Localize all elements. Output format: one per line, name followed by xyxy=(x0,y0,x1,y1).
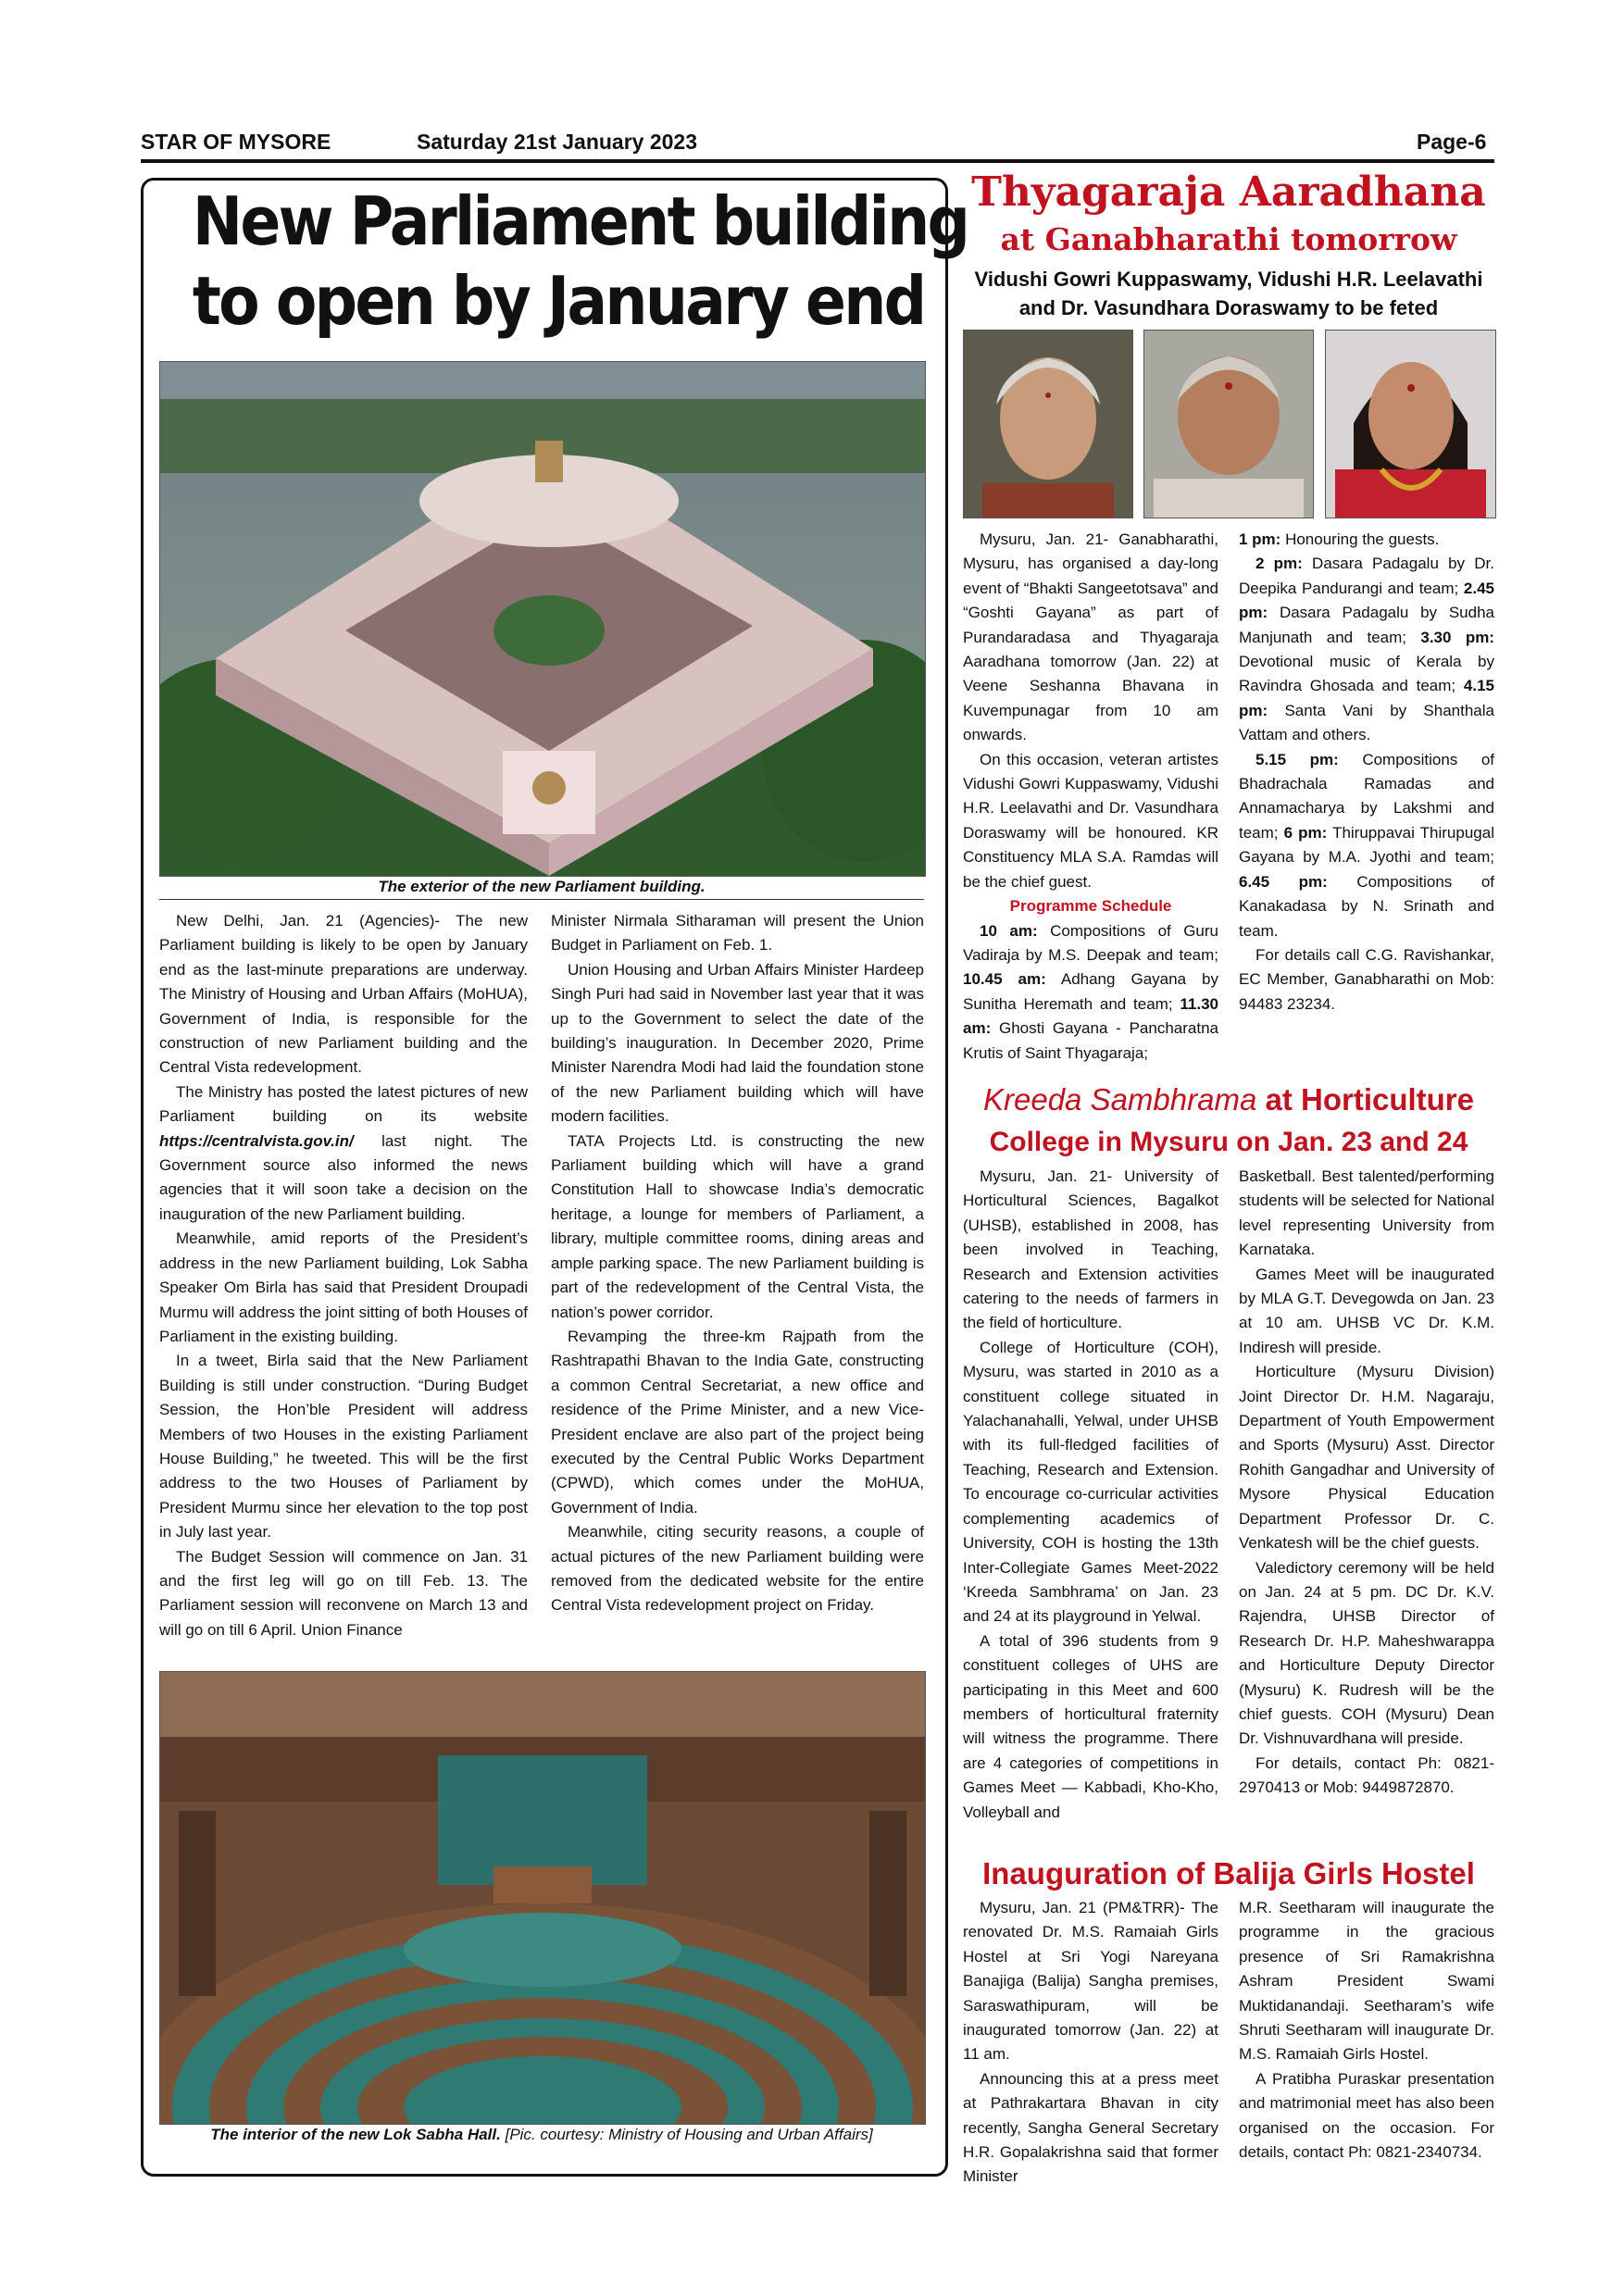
kreeda-paragraph: A total of 396 students from 9 constituent colleges of UHS are participating in this Meet and 600 members of horticultural fraternity will witness the programme. There are 4 categories of competitions in Games Meet — Kabbadi, Kho-Kho, Volleyball and xyxy=(963,1631,1218,1821)
balija-title: Inauguration of Balija Girls Hostel xyxy=(982,1856,1475,1890)
programme-schedule-heading: Programme Schedule xyxy=(1009,897,1172,916)
kreeda-paragraph: Mysuru, Jan. 21- University of Horticultural Sciences, Bagalkot (UHSB), established in 2008, has been involved in Teaching, Research and Extension activities catering to the needs of farmers in the field of horticulture. xyxy=(963,1167,1218,1332)
thyagaraja-subtitle-line2: and Dr. Vasundhara Doraswamy to be feted xyxy=(1018,296,1439,319)
lok-sabha-interior-caption xyxy=(159,2126,924,2144)
balija-paragraph: Announcing this at a press meet at Pathrakartara Bhavan in city recently, Sangha General Secretary H.R. Gopalakrishna said that former Minister xyxy=(963,2069,1218,2186)
parliament-paragraph: New Delhi, Jan. 21 (Agencies)- The new Parliament building is likely to be open by January end as the last-minute preparations are underway. The Ministry of Housing and Urban Affairs (MoHUA), Government of India, is responsible for the construction of new Parliament building and the Central Vista redevelopment. xyxy=(159,912,528,1077)
kreeda-title xyxy=(963,1079,1494,1120)
kreeda-title-rest: at Horticulture xyxy=(1265,1082,1475,1117)
thyagaraja-title-line2: at Ganabharathi tomorrow xyxy=(1000,221,1457,257)
parliament-paragraph: In a tweet, Birla said that the New Parliament Building is still under construction. “During Budget Session, the Hon’ble President will address Members of two Houses in the existing Parliament House Building,” he tweeted. This will be the first address to the two Houses of Parliament by President Murmu since her elevation to the top post in July last year. xyxy=(159,1352,528,1541)
parliament-paragraph: Minister Nirmala Sitharaman will present the Union Budget in Parliament on Feb. 1. xyxy=(551,912,924,955)
masthead-paper-name: STAR OF MYSORE xyxy=(141,130,331,154)
kreeda-text-column-1 xyxy=(963,1165,1218,1825)
portrait-vasundhara-doraswamy xyxy=(1325,330,1496,518)
thyagaraja-subtitle-line1: Vidushi Gowri Kuppaswamy, Vidushi H.R. Leelavathi xyxy=(974,268,1483,291)
lok-sabha-caption-main: The interior of the new Lok Sabha Hall. xyxy=(210,2126,501,2143)
masthead-date: Saturday 21st January 2023 xyxy=(417,130,698,154)
portrait-gowri-kuppaswamy xyxy=(963,330,1133,518)
thyagaraja-text-column-2 xyxy=(1239,528,1494,1017)
caption-divider xyxy=(159,899,924,900)
kreeda-paragraph: Valedictory ceremony will be held on Jan. 24 at 5 pm. DC Dr. K.V. Rajendra, UHSB Director of Research Dr. H.P. Maheshwarappa and Horticulture Deputy Director (Mysuru) K. Rudresh will be the chief guests. COH (Mysuru) Dean Dr. Vishnuvardhana will preside. xyxy=(1239,1558,1494,1748)
lok-sabha-interior-illustration xyxy=(160,1672,925,2124)
thyagaraja-title: Thyagaraja Aaradhana xyxy=(971,168,1486,216)
thyagaraja-text-column-1 xyxy=(963,528,1218,1066)
kreeda-paragraph: For details, contact Ph: 0821-2970413 or Mob: 9449872870. xyxy=(1239,1753,1494,1797)
kreeda-title-line2: College in Mysuru on Jan. 23 and 24 xyxy=(989,1127,1468,1157)
thyagaraja-paragraph: Mysuru, Jan. 21- Ganabharathi, Mysuru, has organised a day-long event of “Bhakti Sangeetotsava” and “Goshti Gayana” as part of Purandaradasa and Thyagaraja Aaradhana tomorrow (Jan. 22) at Veene Seshanna Bhavana in Kuvempunagar from 10 am onwards. xyxy=(963,530,1218,744)
portrait-leelavathi xyxy=(1143,330,1314,518)
balija-text-column-1 xyxy=(963,1896,1218,2190)
parliament-paragraph: Meanwhile, citing security reasons, a couple of actual pictures of the new Parliament building were removed from the dedicated website for the entire Central Vista redevelopment project on Friday. xyxy=(551,1523,924,1615)
parliament-paragraph: The Budget Session will commence on Jan. 31 and the first leg will go on till Feb. 13. The Parliament session will reconvene on March 13 and will go on till 6 April. Union Finance xyxy=(159,1547,528,1639)
balija-paragraph: Mysuru, Jan. 21 (PM&TRR)- The renovated Dr. M.S. Ramaiah Girls Hostel at Sri Yogi Nareyana Banajiga (Balija) Sangha premises, Saraswathipuram, will be inaugurated tomorrow (Jan. 22) at 11 am. xyxy=(963,1899,1218,2064)
portrait-illustration xyxy=(964,331,1132,518)
parliament-paragraph-ministry xyxy=(159,1080,528,1227)
kreeda-paragraph: Games Meet will be inaugurated by MLA G.T. Devegowda on Jan. 23 at 10 am. UHSB VC Dr. K.M. Indiresh will preside. xyxy=(1239,1265,1494,1356)
parliament-paragraph: TATA Projects Ltd. is constructing the new Parliament building which will have a grand Constitution Hall to showcase India’s democratic heritage, a lounge for members of Parliament, a library, multiple committee rooms, dining areas and ample parking space. The new Parliament building is part of the redevelopment of the Central Vista, the nation’s power corridor. xyxy=(551,1131,924,1321)
kreeda-paragraph: College of Horticulture (COH), Mysuru, was started in 2010 as a constituent college situated in Yalachanahalli, Yelwal, under UHSB with its full-fledged facilities of Teaching, Research and Extension. To encourage co-curricular activities complementing academics of University, COH is hosting the 13th Inter-Collegiate Games Meet-2022 ‘Kreeda Sambhrama’ on Jan. 23 and 24 at its playground in Yelwal. xyxy=(963,1338,1218,1626)
kreeda-paragraph: Horticulture (Mysuru Division) Joint Director Dr. H.M. Nagaraju, Department of Youth Empowerment and Sports (Mysuru) Asst. Director Rohith Gangadhar and University of Mysore Physical Education Department Professor Dr. C. Venkatesh will be the chief guests. xyxy=(1239,1363,1494,1553)
kreeda-paragraph: Basketball. Best talented/performing students will be selected for National level representing University from Karnataka. xyxy=(1239,1167,1494,1259)
schedule-item-afternoon: 2 pm: Dasara Padagalu by Dr. Deepika Pandurangi and team; 2.45 pm: Dasara Padagalu by Sudha Manjunath and team; 3.30 pm: Devotional music of Kerala by Ravindra Ghosada and team; 4.15 pm: Santa Vani by Shanthala Vattam and others. xyxy=(1239,555,1494,744)
masthead-rule xyxy=(141,159,1494,163)
portrait-illustration xyxy=(1326,331,1495,518)
centralvista-link[interactable]: https://centralvista.gov.in/ xyxy=(159,1131,354,1150)
parliament-exterior-caption: The exterior of the new Parliament building. xyxy=(378,878,706,895)
kreeda-title-italic: Kreeda Sambhrama xyxy=(982,1082,1257,1117)
schedule-item-1pm: 1 pm: Honouring the guests. xyxy=(1239,530,1440,548)
parliament-paragraph: Revamping the three-km Rajpath from the Rashtrapathi Bhavan to the India Gate, constructing a common Central Secretariat, a new office and residence of the Prime Minister, and a new Vice-President enclave are also part of the project being executed by the Central Public Works Department (CPWD), which comes under the MoHUA, Government of India. xyxy=(551,1327,924,1516)
parliament-exterior-photo xyxy=(159,361,926,877)
schedule-item-evening: 5.15 pm: Compositions of Bhadrachala Ramadas and Annamacharya by Lakshmi and team; 6 pm: Thiruppavai Thirupugal Gayana by M.A. Jyothi and team; 6.45 pm: Compositions of Kanakadasa by N. Srinath and team. xyxy=(1239,750,1494,940)
balija-paragraph: A Pratibha Puraskar presentation and matrimonial meet has also been organised on the occasion. For details, contact Ph: 0821-2340734. xyxy=(1239,2069,1494,2162)
thyagaraja-paragraph: On this occasion, veteran artistes Vidushi Gowri Kuppaswamy, Vidushi H.R. Leelavathi and Dr. Vasundhara Doraswamy will be honoured. KR Constituency MLA S.A. Ramdas will be the chief guest. xyxy=(963,750,1218,891)
parliament-text-column-1 xyxy=(159,909,528,1642)
parliament-ministry-start: The Ministry has posted the latest pictures of new Parliament building on its website xyxy=(159,1082,528,1126)
parliament-headline xyxy=(192,181,968,341)
thyagaraja-subtitle xyxy=(963,265,1494,322)
parliament-paragraph: Meanwhile, amid reports of the President’s address in the new Parliament building, Lok Sabha Speaker Om Birla has said that President Droupadi Murmu will address the joint sitting of both Houses of Parliament in the existing building. xyxy=(159,1229,528,1345)
parliament-headline-line2: to open by January end xyxy=(192,262,925,340)
parliament-headline-line1: New Parliament building xyxy=(192,182,968,260)
lok-sabha-interior-photo xyxy=(159,1671,926,2125)
parliament-text-column-2 xyxy=(551,909,924,1618)
lok-sabha-caption-credit: [Pic. courtesy: Ministry of Housing and Urban Affairs] xyxy=(505,2126,873,2143)
schedule-item-10am: 10 am: Compositions of Guru Vadiraja by M.S. Deepak and team; 10.45 am: Adhang Gayana by Sunitha Heremath and team; 11.30 am: Ghosti Gayana - Pancharatna Krutis of Saint Thyagaraja; xyxy=(963,921,1219,1062)
kreeda-text-column-2 xyxy=(1239,1165,1494,1801)
balija-paragraph: M.R. Seetharam will inaugurate the programme in the gracious presence of Sri Ramakrishna Ashram President Swami Muktidanandaji. Seetharam’s wife Shruti Seetharam will inaugurate Dr. M.S. Ramaiah Girls Hostel. xyxy=(1239,1899,1494,2064)
thyagaraja-contact: For details call C.G. Ravishankar, EC Member, Ganabharathi on Mob: 94483 23234. xyxy=(1239,945,1494,1013)
masthead-page-number: Page-6 xyxy=(1417,130,1487,154)
parliament-paragraph: Union Housing and Urban Affairs Minister Hardeep Singh Puri had said in November last year that it was up to the Government to select the date of the building’s inauguration. In December 2020, Prime Minister Narendra Modi had laid the foundation stone of the new Parliament building which will have modern facilities. xyxy=(551,960,924,1126)
parliament-ministry-end: last night. The Government source also informed the news agencies that it will soon take a decision on the inauguration of the new Parliament building. xyxy=(159,1131,528,1223)
balija-text-column-2 xyxy=(1239,1896,1494,2165)
parliament-exterior-illustration xyxy=(160,362,925,876)
portrait-illustration xyxy=(1144,331,1313,518)
